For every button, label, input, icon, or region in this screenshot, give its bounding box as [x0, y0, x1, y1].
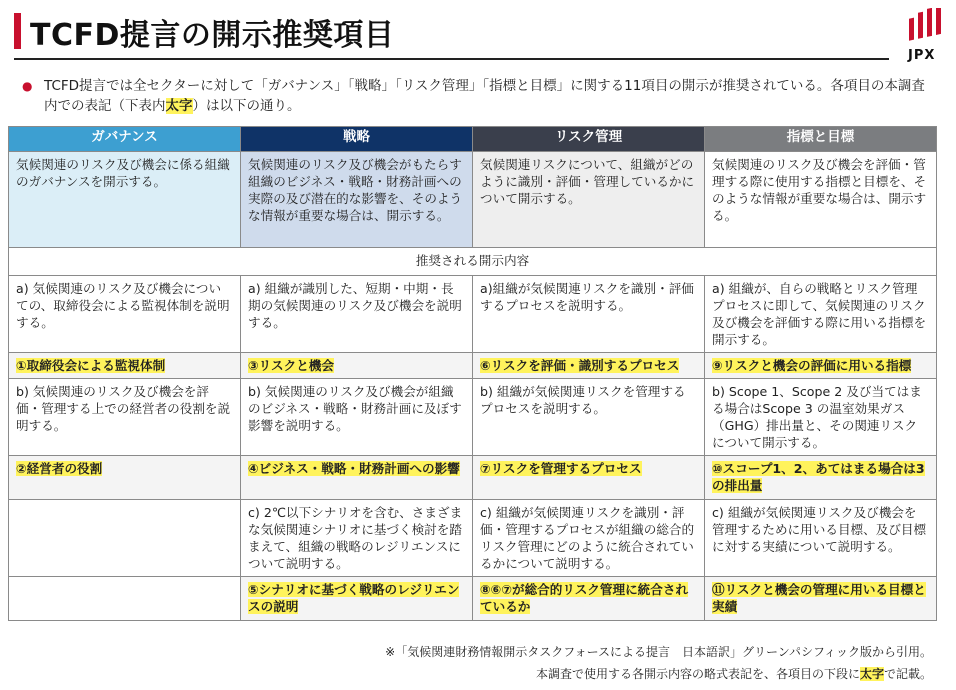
table-row — [9, 379, 937, 456]
item-label-cell — [241, 353, 473, 379]
item-label-cell — [473, 353, 705, 379]
item-label: ⑤シナリオに基づく戦略のレジリエンスの説明 — [248, 582, 460, 614]
item-label: ④ビジネス・戦略・財務計画への影響 — [248, 461, 460, 476]
title-divider — [14, 58, 889, 60]
item-label: ⑦リスクを管理するプロセス — [480, 461, 642, 476]
intro-paragraph — [22, 76, 932, 116]
cell-text: b) 気候関連のリスク及び機会が組織のビジネス・戦略・財務計画に及ぼす影響を説明する。 — [241, 379, 473, 456]
cell-text: a) 組織が、自らの戦略とリスク管理プロセスに即して、気候関連のリスク及び機会を評価する際に用いる指標を開示する。 — [705, 276, 937, 353]
cell-text: c) 2℃以下シナリオを含む、さまざまな気候関連シナリオに基づく検討を踏まえて、組織の戦略のレジリエンスについて説明する。 — [241, 500, 473, 577]
item-label: ⑧⑥⑦が総合的リスク管理に統合されているか — [480, 582, 689, 614]
cell-text: c) 組織が気候関連リスクを識別・評価・管理するプロセスが組織の総合的リスク管理にどのように統合されているかについて説明する。 — [473, 500, 705, 577]
intro-text: TCFD提言では全セクターに対して「ガバナンス」「戦略」「リスク管理」「指標と目標」に関する11項目の開示が推奨されている。各項目の本調査内での表記（下表内 — [44, 78, 925, 114]
table-row — [9, 500, 937, 577]
item-label-cell — [9, 353, 241, 379]
description-row — [9, 152, 937, 248]
bullet-icon: ● — [22, 79, 33, 93]
item-label: ①取締役会による監視体制 — [16, 358, 166, 373]
item-label: ⑥リスクを評価・識別するプロセス — [480, 358, 680, 373]
item-label: ③リスクと機会 — [248, 358, 334, 373]
intro-highlight: 太字 — [165, 98, 193, 114]
description-metrics-targets: 気候関連のリスク及び機会を評価・管理する際に使用する指標と目標を、そのような情報が重要な場合は、開示する。 — [705, 152, 937, 248]
cell-text: b) 組織が気候関連リスクを管理するプロセスを説明する。 — [473, 379, 705, 456]
item-label-cell — [705, 577, 937, 621]
cell-text: c) 組織が気候関連リスク及び機会を管理するために用いる目標、及び目標に対する実績について説明する。 — [705, 500, 937, 577]
footnote-notation — [536, 665, 932, 682]
header-risk-management: リスク管理 — [473, 127, 705, 152]
cell-text: a) 気候関連のリスク及び機会についての、取締役会による監視体制を説明する。 — [9, 276, 241, 353]
item-label: ⑪リスクと機会の管理に用いる目標と実績 — [712, 582, 926, 614]
description-risk-management: 気候関連リスクについて、組織がどのように識別・評価・管理しているかについて開示する。 — [473, 152, 705, 248]
description-strategy: 気候関連のリスク及び機会がもたらす組織のビジネス・戦略・財務計画への実際の及び潜在的な影響を、そのような情報が重要な場合は、開示する。 — [241, 152, 473, 248]
page-title: TCFD提言の開示推奨項目 — [30, 18, 395, 53]
item-row — [9, 577, 937, 621]
footnote-highlight: 太字 — [859, 667, 884, 681]
item-label-cell — [9, 577, 241, 621]
item-label-cell — [705, 456, 937, 500]
item-label-cell — [241, 456, 473, 500]
table-row — [9, 276, 937, 353]
header-metrics-targets: 指標と目標 — [705, 127, 937, 152]
title-accent-bar — [14, 13, 21, 49]
cell-text: a) 組織が識別した、短期・中期・長期の気候関連のリスク及び機会を説明する。 — [241, 276, 473, 353]
intro-text-end: ）は以下の通り。 — [192, 98, 301, 114]
logo-text: JPX — [908, 48, 936, 63]
item-label-cell — [705, 353, 937, 379]
cell-text: a)組織が気候関連リスクを識別・評価するプロセスを説明する。 — [473, 276, 705, 353]
item-row — [9, 353, 937, 379]
header-row — [9, 127, 937, 152]
footnote-source: ※「気候関連財務情報開示タスクフォースによる提言 日本語訳」グリーンパシフィック版から引用。 — [385, 645, 932, 659]
footnote-text: 本調査で使用する各開示内容の略式表記を、各項目の下段に — [535, 667, 860, 681]
item-label: ⑩スコープ1、2、あてはまる場合は3の排出量 — [712, 461, 925, 493]
disclosure-table — [8, 126, 937, 621]
item-label: ②経営者の役割 — [16, 461, 103, 476]
cell-text — [9, 500, 241, 577]
section-label: 推奨される開示内容 — [9, 248, 937, 276]
cell-text: b) Scope 1、Scope 2 及び当てはまる場合はScope 3 の温室効果ガス（GHG）排出量と、その関連リスクについて開示する。 — [705, 379, 937, 456]
item-label-cell — [9, 456, 241, 500]
item-label-cell — [473, 456, 705, 500]
section-row — [9, 248, 937, 276]
item-label-cell — [241, 577, 473, 621]
footnote-text-end: で記載。 — [883, 667, 932, 681]
header-strategy: 戦略 — [241, 127, 473, 152]
description-governance: 気候関連のリスク及び機会に係る組織のガバナンスを開示する。 — [9, 152, 241, 248]
item-label: ⑨リスクと機会の評価に用いる指標 — [712, 358, 912, 373]
cell-text: b) 気候関連のリスク及び機会を評価・管理する上での経営者の役割を説明する。 — [9, 379, 241, 456]
item-label-cell — [473, 577, 705, 621]
item-row — [9, 456, 937, 500]
header-governance: ガバナンス — [9, 127, 241, 152]
